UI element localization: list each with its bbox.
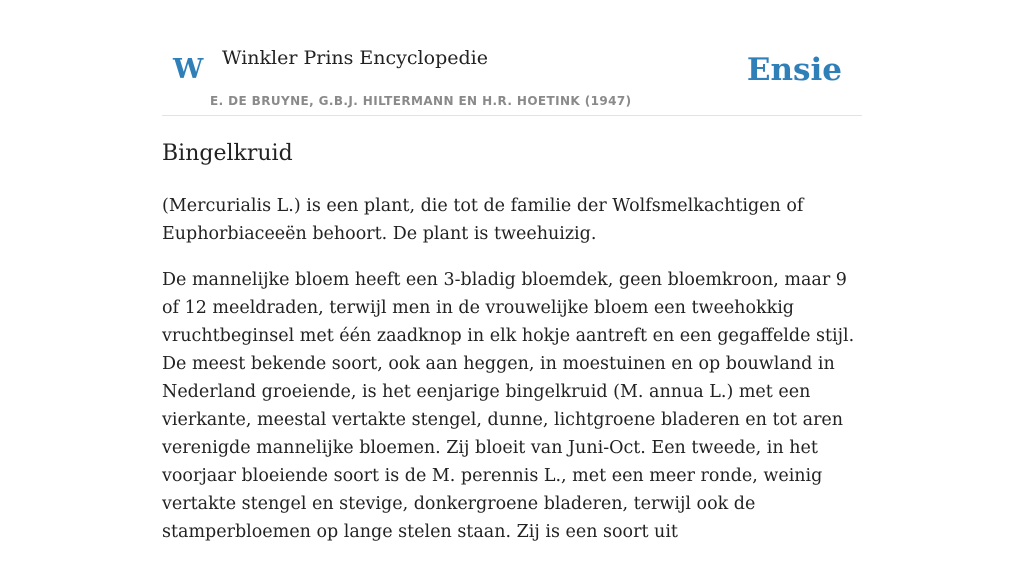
article-body xyxy=(162,192,862,564)
article-title: Bingelkruid xyxy=(162,141,293,166)
publication-logo: W xyxy=(173,54,204,85)
article-paragraph: (Mercurialis L.) is een plant, die tot de familie der Wolfsmelkachtigen of Euphorbiaceeën behoort. De plant is tweehuizig. xyxy=(162,196,804,244)
article-paragraph: De mannelijke bloem heeft een 3-bladig bloemdek, geen bloemkroon, maar 9 of 12 meeldraden, terwijl men in de vrouwelijke bloem een tweehokkig vruchtbeginsel met één zaadknop in elk hokje aantreft en een gegaffelde stijl. De meest bekende soort, ook aan heggen, in moestuinen en op bouwland in Nederland groeiende, is het eenjarige bingelkruid (M. annua L.) met een vierkante, meestal vertakte stengel, dunne, lichtgroene bladeren en tot aren verenigde mannelijke bloemen. Zij bloeit van Juni-Oct. Een tweede, in het voorjaar bloeiende soort is de M. perennis L., met een meer ronde, weinig vertakte stengel en stevige, donkergroene bladeren, terwijl ook de stamperbloemen op lange stelen staan. Zij is een soort uit xyxy=(162,270,855,542)
publication-title: Winkler Prins Encyclopedie xyxy=(222,47,488,69)
publication-authors: E. DE BRUYNE, G.B.J. HILTERMANN EN H.R. HOETINK (1947) xyxy=(210,94,632,108)
ensie-home-link[interactable]: Ensie xyxy=(746,52,842,88)
publication-header xyxy=(162,0,862,116)
